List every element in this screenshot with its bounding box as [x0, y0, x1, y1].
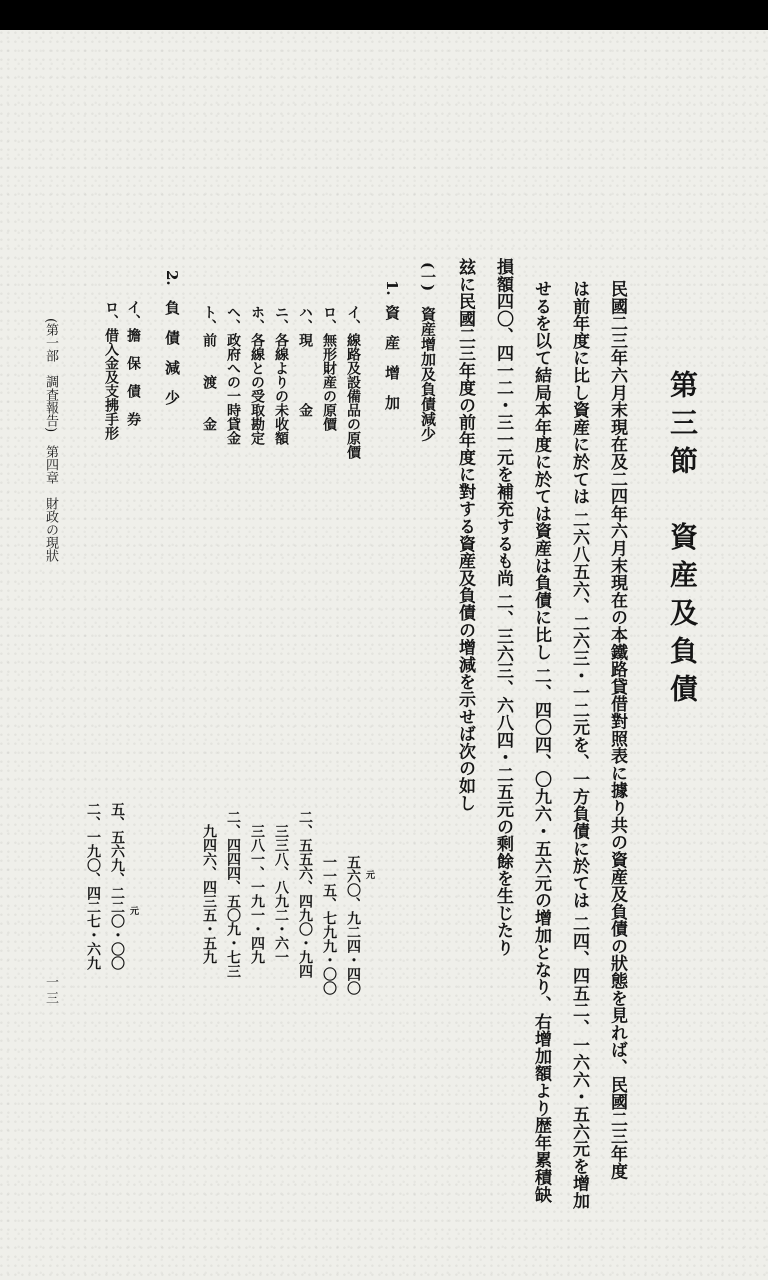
heading-assets-increase-liabilities-decrease: (一) 資産增加及負債減少	[419, 262, 437, 442]
paragraph-line-3: せるを以て結局本年度に於ては資産は負債に比し 二、四〇四、〇九六・五六元の增加となり、右增加額より歴年累積缺	[531, 280, 551, 1204]
section-title: 第三節 資産及負債	[666, 370, 699, 712]
asset-item-label: イ、線路及設備品の原價	[345, 305, 361, 459]
document-page	[0, 30, 768, 1280]
unit-label: 元	[366, 871, 376, 881]
asset-item-value: 二、四四四、五〇九・七三	[225, 810, 241, 978]
sub-heading-1-number: 1.	[383, 280, 401, 296]
asset-item-label: ヘ、政府への一時貸金	[225, 305, 241, 445]
liability-item-label: ロ、借入金及支拂手形	[103, 300, 119, 440]
unit-label: 元	[130, 907, 140, 917]
paragraph-line-5: 玆に民國二三年度の前年度に對する資産及負債の增減を示せば次の如し	[455, 258, 475, 812]
sub-heading-liabilities-decrease: 負 債 減 少	[163, 300, 181, 405]
asset-item-value: 二、五五六、四九〇・九四	[297, 810, 313, 978]
sub-heading-2-number: 2.	[163, 270, 181, 286]
asset-item-label: ト、前 渡 金	[201, 305, 217, 431]
asset-item-label: ニ、各線よりの未收額	[273, 305, 289, 445]
paragraph-line-2: は前年度に比し資産に於ては 二六八五六、二六三・一二元を、一方負債に於ては 二四、四五二、一六六・五六元を增加	[569, 280, 589, 1210]
asset-item-value: 三八一、一九一・四九	[249, 824, 265, 964]
asset-item-value: 五六〇、九二四・四〇	[345, 855, 361, 995]
asset-item-label: ハ、現 金	[297, 305, 313, 417]
paragraph-line-1: 民國二三年六月末現在及二四年六月末現在の本鐵路貸借對照表に據り共の資産及負債の狀態を見れば、民國二三年度	[607, 280, 627, 1180]
running-footer: (第一部 調査報告) 第四章 財政の現狀	[43, 318, 58, 563]
asset-item-value: 一一五、七九九・〇〇	[321, 855, 337, 995]
asset-item-value: 九四六、四三五・五九	[201, 824, 217, 964]
page-number: 一三	[43, 975, 58, 1007]
paragraph-line-4: 損額四〇、四一二・三一元を補充するも尚 二、三六三、六八四・二五元の剩餘を生じたり	[493, 258, 513, 957]
asset-item-label: ロ、無形財産の原價	[321, 305, 337, 431]
liability-item-value: 二、一九〇、四二七・六九	[85, 802, 101, 970]
asset-item-label: ホ、各線との受取勘定	[249, 305, 265, 445]
liability-item-label: イ、擔 保 債 券	[125, 300, 141, 426]
asset-item-value: 三三八、八九二・六一	[273, 824, 289, 964]
sub-heading-assets-increase: 資 産 增 加	[383, 305, 401, 410]
liability-item-value: 五、五六九、二二〇・〇〇	[109, 802, 125, 970]
